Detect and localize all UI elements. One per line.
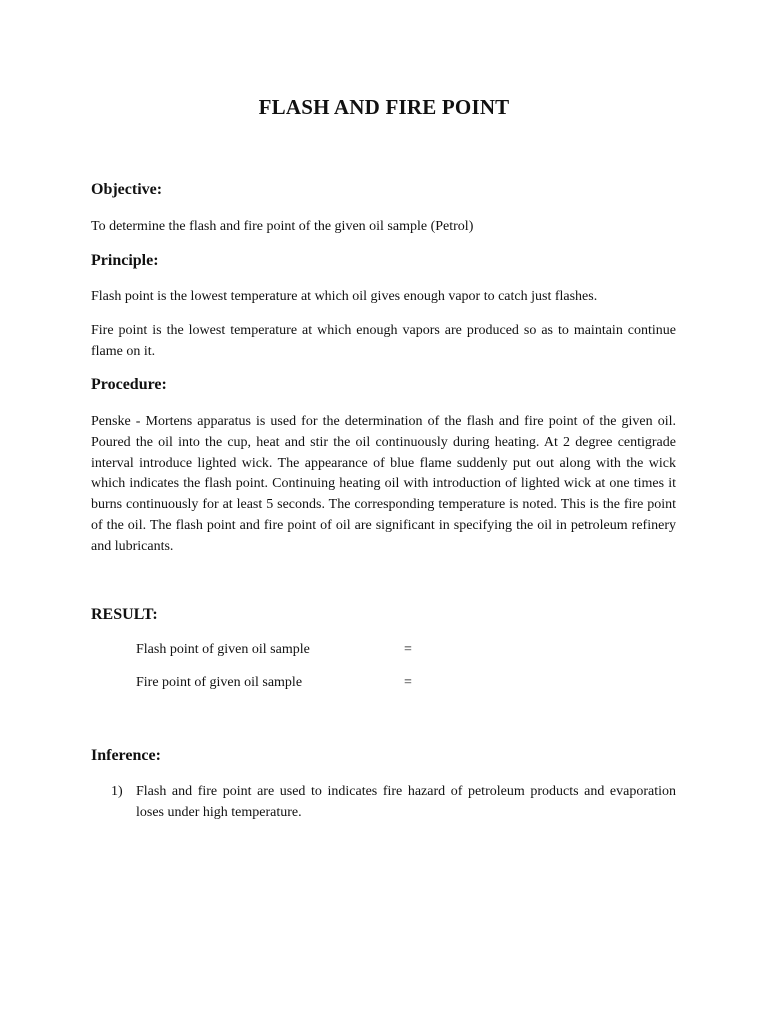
principle-heading: Principle:: [91, 252, 159, 269]
principle-flash-text: Flash point is the lowest temperature at which oil gives enough vapor to catch just flashes.: [91, 289, 598, 304]
result-heading: RESULT:: [91, 606, 158, 623]
procedure-heading: Procedure:: [91, 376, 167, 393]
inference-heading: Inference:: [91, 747, 161, 764]
result-label: Flash point of given oil sample: [136, 642, 310, 657]
list-text: Flash and fire point are used to indicates fire hazard of petroleum products and evaporation loses under high temperature.: [136, 784, 676, 820]
objective-heading: Objective:: [91, 181, 163, 198]
objective-text: To determine the flash and fire point of the given oil sample (Petrol): [91, 219, 474, 234]
result-row-fire: [136, 675, 412, 691]
list-number: 1): [111, 784, 123, 799]
page-title: FLASH AND FIRE POINT: [258, 95, 510, 119]
result-row-flash: [136, 642, 412, 658]
principle-fire-text: Fire point is the lowest temperature at which enough vapors are produced so as to maintain continue flame on it.: [91, 323, 676, 359]
result-equals: =: [404, 642, 412, 657]
result-label: Fire point of given oil sample: [136, 675, 303, 690]
procedure-text: Penske - Mortens apparatus is used for the determination of the flash and fire point of the given oil. Poured the oil into the cup, heat and stir the oil continuously during heating. At 2 degree centigrade interval introduce lighted wick. The appearance of blue flame suddenly put out along with the wick which indicates the flash point. Continuing heating oil with introduction of lighted wick at one times it burns continuously for at least 5 seconds. The corresponding temperature is noted. This is the fire point of the oil. The flash point and fire point of oil are significant in specifying the oil in petroleum refinery and lubricants.: [91, 414, 676, 554]
result-equals: =: [404, 675, 412, 690]
inference-list-item: [111, 782, 676, 824]
